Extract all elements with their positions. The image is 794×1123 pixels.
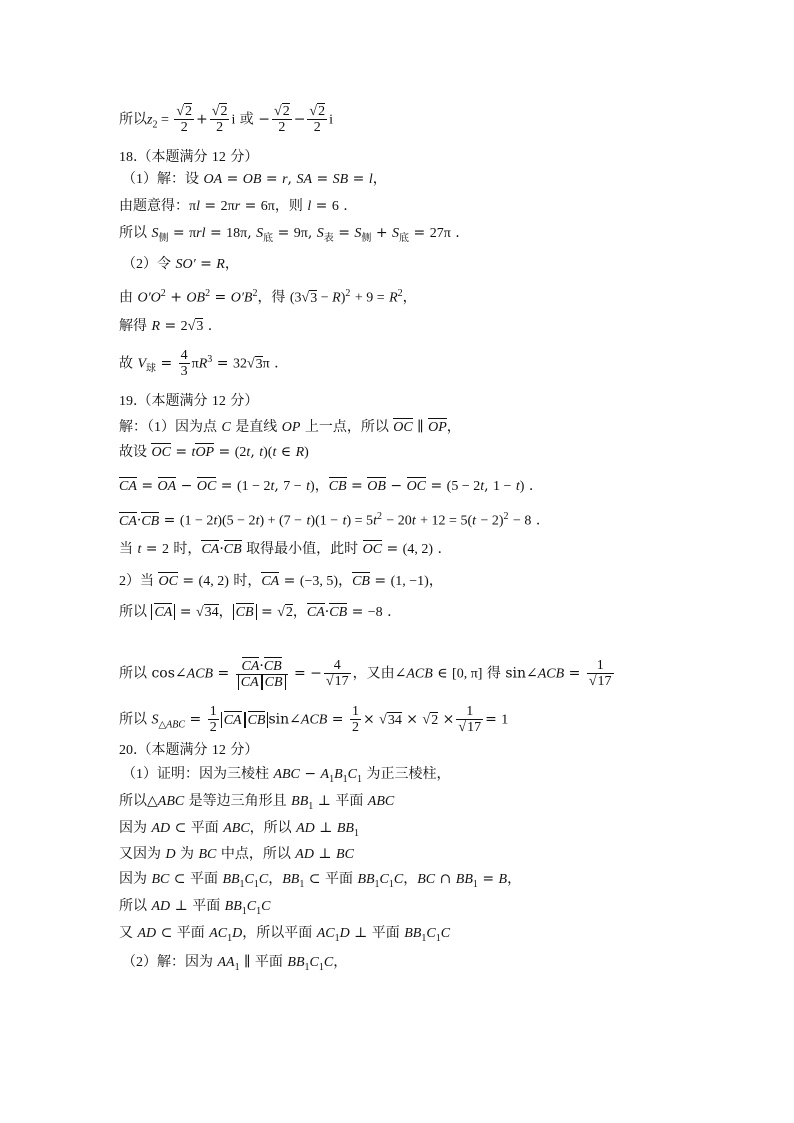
text-line: 又 AD ⊂ 平面 $AC_1D$，所以平面 $AC_1D$ ⊥ 平面 $BB_1C_1C$ (119, 925, 451, 944)
text-line: 因为 BC ⊂ 平面 $BB_1C_1C$，$BB_1$ ⊂ 平面 $BB_1C_1C$，BC ∩ $BB_1 = B$， (119, 871, 522, 890)
question-heading-20: 20.（本题满分 12 分） (119, 742, 259, 758)
question-heading-19: 19.（本题满分 12 分） (119, 393, 259, 409)
text-line: 所以$z_2$ = $\frac{√2}{2}$ + $\frac{√2}{2}$ i 或 − $\frac{√2}{2}$ − $\frac{√2}{2}$ i (119, 104, 333, 135)
text-line: 由题意得：πl = 2πr = 6π，则 l = 6 . (119, 198, 348, 214)
text-line: （2）解：因为 $AA_1$ ∥ 平面 $BB_1C_1C$， (122, 954, 348, 973)
text-line: 因为 AD ⊂ 平面 ABC，所以 AD ⊥ $BB_1$ (119, 820, 359, 839)
text-line: （1）解：设 OA = OB = r, SA = SB = l， (122, 171, 387, 187)
text-line: 所以 $S_侧 = \pi rl = 18\pi$, $S_底 = 9\pi$, $S_表 = S_侧 + S_底 = 27\pi$ . (119, 225, 460, 244)
text-line: 所以 CA = √34， CB = √2，CA·CB = −8 . (119, 604, 392, 620)
text-line: 所以△ABC 是等边三角形且 $BB_1$ ⊥ 平面 ABC (119, 793, 395, 812)
text-line: 由 $O'O^2 + OB^2 = O'B^2$，得 $(3√3 - R)^2 + 9 = R^2$， (119, 288, 417, 306)
text-line: 解：（1）因为点 C 是直线 OP 上一点，所以 OC ∥ OP， (119, 419, 461, 435)
text-line: 解得 R = 2√3 . (119, 318, 213, 334)
text-line: 当 t = 2 时，CA·CB 取得最小值，此时 OC = (4, 2) . (119, 541, 442, 557)
text-line: 所以 AD ⊥ 平面 $BB_1C_1C$ (119, 898, 271, 917)
text-line: （2）令 SO′ = R， (122, 256, 239, 272)
text-line: 2）当 OC = (4, 2) 时，CA = (−3, 5)，CB = (1, −1)， (119, 573, 443, 589)
text-line: 所以 $S_{\triangle ABC}$ = $\frac{1}{2}$ CA CB sin∠ACB = $\frac{1}{2}$ × √34 × √2 × $\frac{1}{√17}$ = 1 (119, 704, 509, 735)
text-line: 故设 OC = tOP = (2t, t)(t ∈ R) (119, 444, 309, 460)
text-line: 又因为 D 为 BC 中点，所以 AD ⊥ BC (119, 846, 354, 862)
text-line: $CA\cdot CB = (1 - 2t)(5 - 2t) + (7 - t)(1 - t) = 5t^2 - 20t + 12 = 5(t - 2)^2 - 8$ . (119, 511, 541, 529)
text-line: CA = OA − OC = (1 − 2t, 7 − t)，CB = OB − OC = (5 − 2t, 1 − t) . (119, 478, 534, 494)
text-line: 故 $V_球$ = $\frac{4}{3}$ $\pi R^3 = 32√3\pi$ . (119, 348, 279, 379)
text-line: （1）证明：因为三棱柱 ABC − $A_1B_1C_1$ 为正三棱柱， (122, 766, 451, 785)
text-line: 所以 cos∠ACB = $\frac{CA\cdot CB}{\text{CA CB}}$ = − $\frac{4}{√17}$ ，又由∠ACB ∈ [0, π] 得 sin∠ACB = $\frac{1}{√17}$ (119, 658, 612, 690)
question-heading-18: 18.（本题满分 12 分） (119, 149, 259, 165)
